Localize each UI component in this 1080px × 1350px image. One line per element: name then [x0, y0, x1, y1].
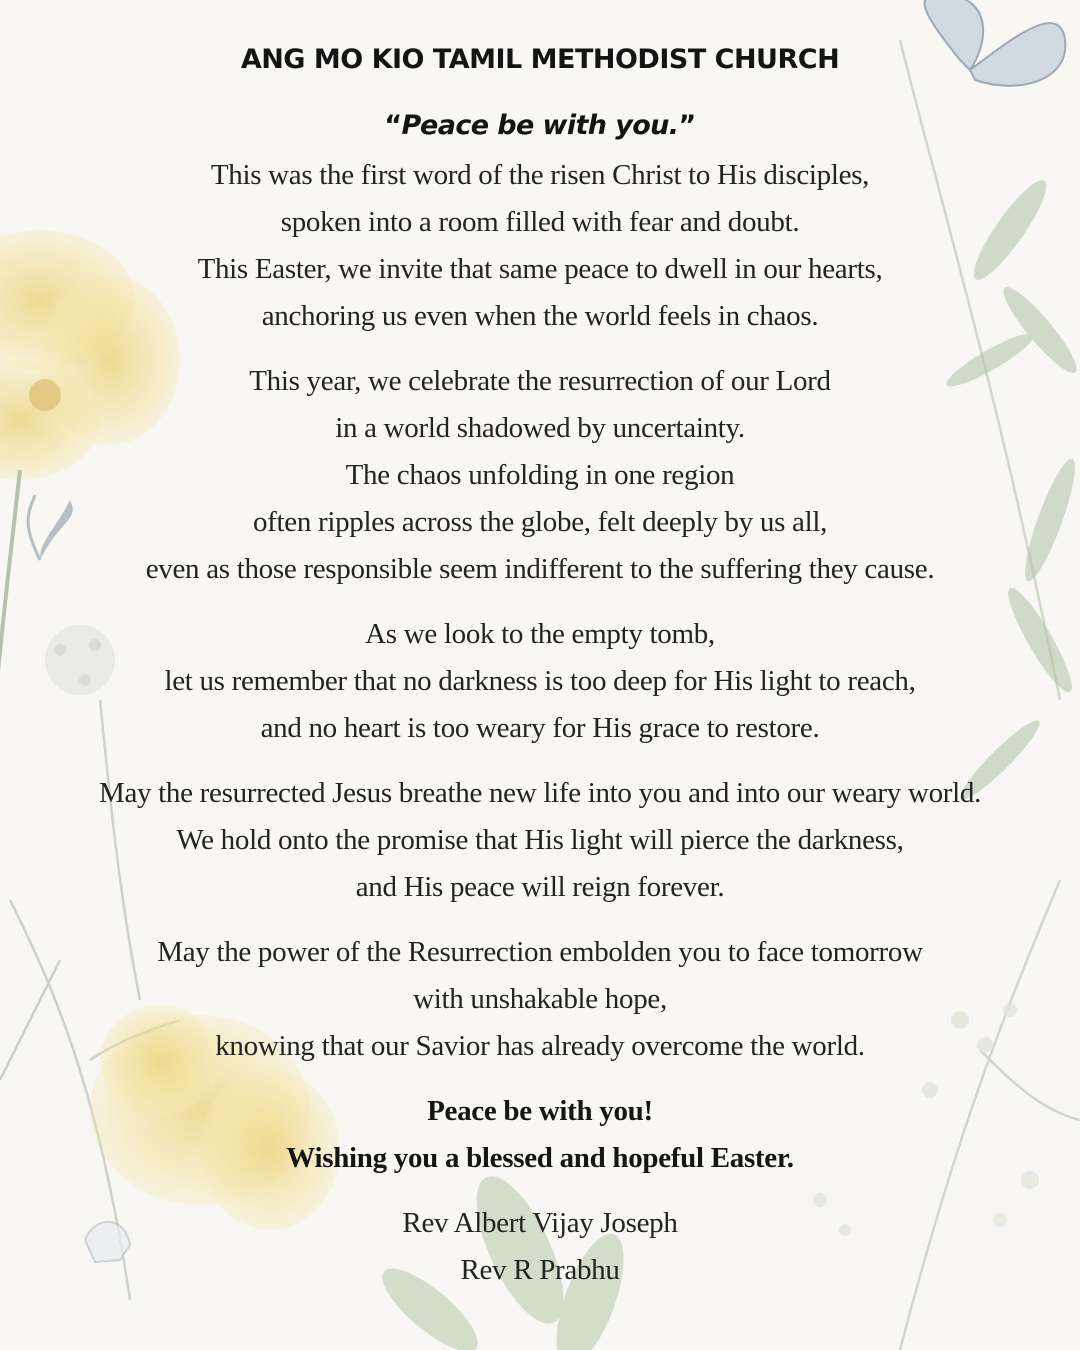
paragraph-line: and no heart is too weary for His grace to restore. [260, 712, 820, 744]
church-name: ANG MO KIO TAMIL METHODIST CHURCH [240, 44, 840, 75]
quote-close-mark: ” [678, 110, 696, 141]
quote-text: Peace be with you. [401, 110, 679, 141]
paragraph-line: This was the first word of the risen Christ to His disciples, [210, 159, 870, 191]
paragraph-line: The chaos unfolding in one region [345, 459, 735, 491]
paragraph-line: May the power of the Resurrection embolden you to face tomorrow [157, 936, 923, 968]
quote-open-mark: “ [384, 110, 402, 141]
paragraph-line: As we look to the empty tomb, [365, 618, 715, 650]
closing-line: Wishing you a blessed and hopeful Easter. [286, 1142, 794, 1174]
paragraph-line: May the resurrected Jesus breathe new life into you and into our weary world. [98, 777, 982, 809]
paragraph-line: spoken into a room filled with fear and doubt. [280, 206, 800, 238]
paragraph-line: let us remember that no darkness is too deep for His light to reach, [164, 665, 916, 697]
paragraph-line: in a world shadowed by uncertainty. [335, 412, 745, 444]
paragraph-line: and His peace will reign forever. [355, 871, 725, 903]
paragraph-line: This year, we celebrate the resurrection of our Lord [249, 365, 831, 397]
paragraph-line: This Easter, we invite that same peace to dwell in our hearts, [197, 253, 883, 285]
paragraph-line: We hold onto the promise that His light will pierce the darkness, [176, 824, 904, 856]
paragraph-line: knowing that our Savior has already overcome the world. [215, 1030, 865, 1062]
signature-name: Rev R Prabhu [460, 1254, 620, 1286]
signature-name: Rev Albert Vijay Joseph [402, 1207, 678, 1239]
paragraph-line: anchoring us even when the world feels in chaos. [261, 300, 819, 332]
opening-quote [0, 110, 1080, 141]
paragraph-line: often ripples across the globe, felt deeply by us all, [252, 506, 828, 538]
paragraph-line: with unshakable hope, [413, 983, 667, 1015]
closing-line: Peace be with you! [427, 1095, 653, 1127]
paragraph-line: even as those responsible seem indifferent to the suffering they cause. [145, 553, 935, 585]
